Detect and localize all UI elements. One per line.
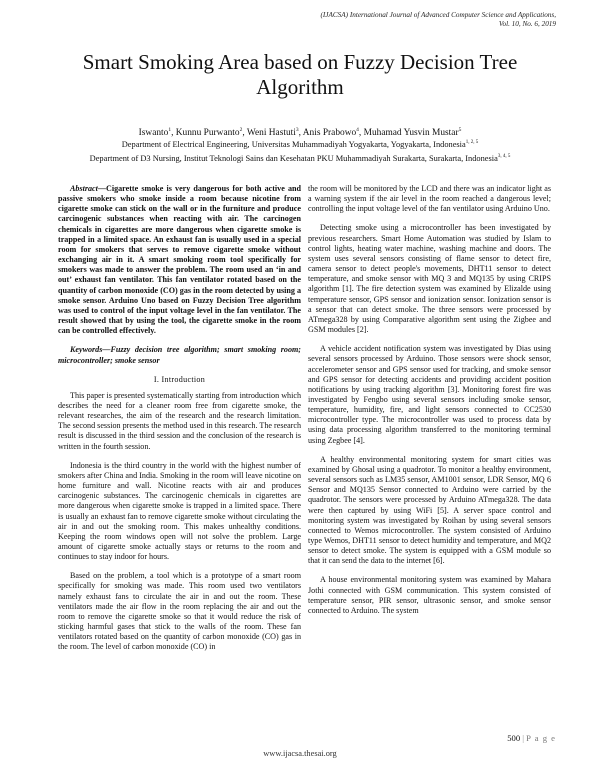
journal-header — [321, 11, 556, 29]
paragraph: the room will be monitored by the LCD and there was an indicator light as a warning system if the air level in the room reached a dangerous level; controlling the input voltage level of the fan ventilator using Arduino Uno. — [308, 184, 551, 214]
author: Weni Hastuti$^3$, — [246, 127, 303, 139]
paragraph: Based on the problem, a tool which is a prototype of a smart room specifically for smoking was made. This room used two ventilators namely exhaust fans to circulate the air in and out the room. These ventilators made the air flow in the room replacing the air and out the room to remove the cigarette smoke so that it would reduce the risk of sticking harmful gases that stick to the walls of the room. These fan ventilators rotated based on the quantity of carbon monoxide (CO) gas in the room. The level of carbon monoxide (CO) in — [58, 571, 301, 652]
paper-title: Smart Smoking Area based on Fuzzy Decision Tree Algorithm — [82, 50, 518, 99]
section-heading-introduction: I. Introduction — [153, 374, 206, 384]
paragraph: Detecting smoke using a microcontroller has been investigated by previous researchers. Smart Home Automation was studied by Islam to control lights, heating water machine, washing machine and doors. The system uses several sensors consisting of flame sensor to detect fire, camera sensor to detect people's movements, DHT11 sensor to detect temperature, and smoke sensor with MQ 3 and MQ135 by using CRIPS algorithm [1]. The fire detection system was examined by Elizalde using temperature sensor, GPS sensor and ionization sensor. Ionization sensor is a sensor that can detect smoke. The three sensors were processed by ATmega328 by using Comparative algorithm sent using the Zigbee and GSM modules [2]. — [308, 223, 551, 335]
journal-name: (IJACSA) International Journal of Advanced Computer Science and Applications, — [320, 11, 556, 19]
author: Kunnu Purwanto$^2$, — [175, 127, 247, 139]
author: Muhamad Yusvin Mustar$^5$ — [363, 127, 462, 139]
affiliation: Department of D3 Nursing, Institut Teknologi Sains dan Kesehatan PKU Muhammadiyah Surakarta, Surakarta, Indonesia$^{3, 4, 5}$ — [89, 153, 511, 163]
paragraph: A house environmental monitoring system was examined by Mahara Jothi connected with GSM communication. This system consisted of temperature sensor, PIR sensor, ultrasonic sensor, and smoke sensor connected to Arduino. The system — [308, 575, 551, 615]
affiliation: Department of Electrical Engineering, Universitas Muhammadiyah Yogyakarta, Yogyakarta, Indonesia$^{1, 2, 5}$ — [121, 139, 479, 149]
keywords: Keywords—Fuzzy decision tree algorithm; smart smoking room; microcontroller; smoke sensor — [58, 345, 301, 365]
paragraph: A vehicle accident notification system was investigated by Dias using several sensors processed by Arduino. Those sensors were shock sensor, accelerometer sensor and GPS sensor used for tracking, and smoke sensor and GPS sensor for detecting accidents and providing accident position notifications by using tracking algorithm [3]. Monitoring forest fire was investigated by Fengbo using several sensors including smoke sensor, temperature, humidity, fire, and light sensors connected to CC2530 microcontroller type. The microcontroller was used to process data by using data processing algorithm transferred to the monitoring terminal using Zegbee [4]. — [308, 344, 551, 445]
page-number: 500 | P a g e — [507, 733, 556, 743]
right-column — [308, 184, 551, 625]
left-column — [58, 184, 301, 662]
paragraph: This paper is presented systematically starting from introduction which describes the need for a cleaner room free from cigarette smoke, the relevant researches, the aim of the research and the research limitation. The second session presents the method used in this research. The research result is discussed in the third session and the conclusion of the research is written in the fourth session. — [58, 390, 301, 451]
paragraph: A healthy environmental monitoring system for smart cities was examined by Ghosal using a quadrotor. To monitor a healthy environment, several sensors such as LM35 sensor, AM1001 sensor, LDR Sensor, MQ 6 Sensor and MQ135 Sensor connected to Arduino were carried by the quadrotor. The sensors were processed by Arduino ATmega328. The data were then captured by using WiFi [5]. A server space control and monitoring system was investigated by Roihan by using several sensors connected to Wemos microcontroller. The system consisted of Arduino type Wemos, DHT11 sensor to detect humidity and temperature, and MQ2 sensor to detect smoke. The system is equipped with a GSM module so that it can send the data to the internet [6]. — [308, 454, 551, 566]
journal-url: www.ijacsa.thesai.org — [263, 749, 337, 758]
author: Iswanto$^1$, — [138, 127, 176, 139]
affiliations — [30, 137, 570, 165]
journal-volume: Vol. 10, No. 6, 2019 — [498, 20, 556, 28]
author: Anis Prabowo$^4$, — [302, 127, 364, 139]
paragraph: Indonesia is the third country in the world with the highest number of smokers after China and India. Smoking in the room will leave nicotine on home furniture and wall. Nicotine reacts with air and produces carcinogenic substances. The carcinogenic chemicals in cigarettes are more dangerous when cigarette smoke is trapped in a limited space. There is usually an exhaust fan to remove cigarette smoke without circulating the air in and out the smoking room. This makes unhealthy conditions. Keeping the room windows open will not solve the problem. Large amount of cigarette smoke actually stays or returns to the room and continues to stay indoor for hours. — [58, 460, 301, 562]
abstract: Abstract—Cigarette smoke is very dangerous for both active and passive smokers who smoke inside a room because nicotine from cigarette smoke can stick on the wall or in the furniture and produce carcinogenic substances when reacting with air. The carcinogen chemicals in cigarettes are more dangerous when cigarette smoke is trapped in a limited space. An exhaust fan is usually used in a special room for smokers that serves to remove cigarette smoke without exchanging air in it. A smart smoking room tool specifically for smokers was made to answer the problem. The room used an ‘in and out’ exhaust fan ventilator. This fan ventilator rotated based on the quantity of carbon monoxide (CO) gas in the room detected by using a smoke sensor. Arduino Uno based on Fuzzy Decision Tree algorithm was used to control of the input voltage level in the fan ventilator. The result showed that by using the tool, the cigarette smoke in the room can be controlled effectively. — [58, 184, 301, 336]
